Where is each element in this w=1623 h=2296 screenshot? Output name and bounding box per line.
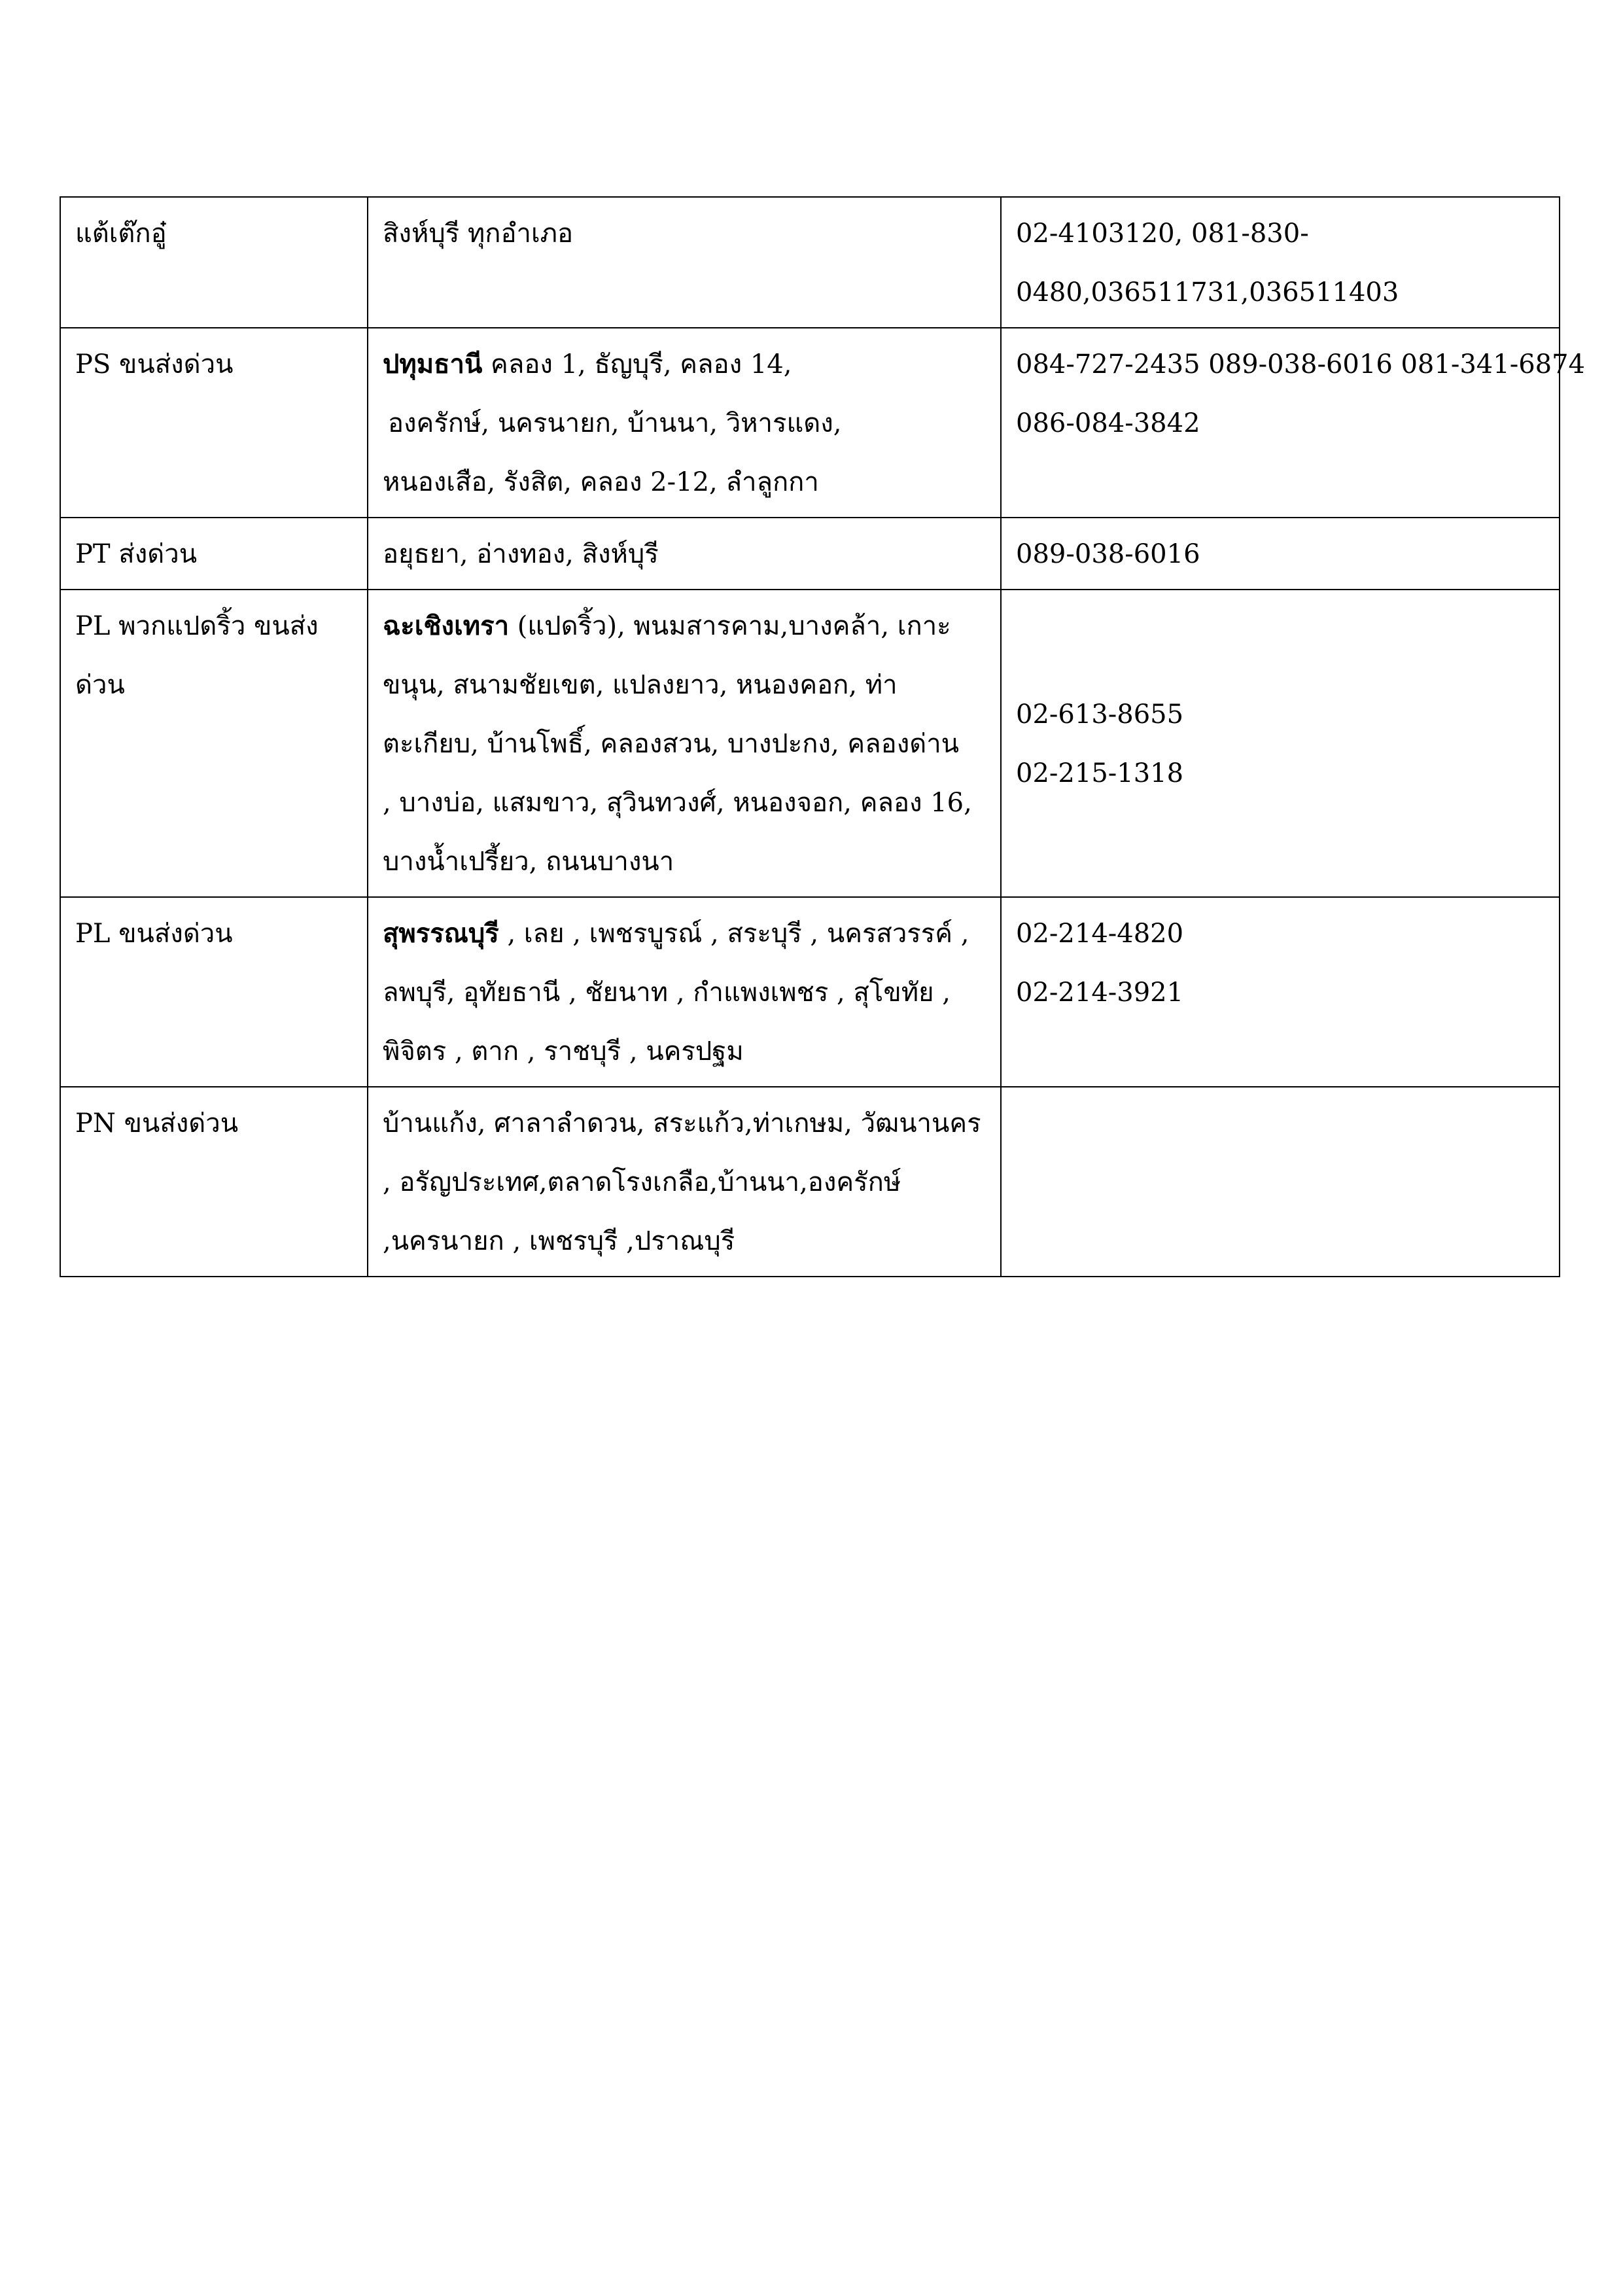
phone-line: 086-084-3842	[1016, 408, 1200, 438]
phone-cell	[1001, 590, 1560, 897]
service-area-line: องครักษ์, นครนายก, บ้านนา, วิหารแดง,	[388, 408, 842, 438]
table-row	[60, 1087, 1560, 1277]
service-area-province: สุพรรณบุรี	[383, 918, 499, 949]
phone-line: 02-613-8655	[1016, 699, 1184, 730]
phone-cell	[1001, 328, 1585, 518]
service-area-line: ขนุน, สนามชัยเขต, แปลงยาว, หนองคอก, ท่า	[383, 670, 898, 700]
service-area-cell	[368, 197, 1001, 328]
service-area-cell	[368, 897, 1001, 1087]
carrier-table	[60, 196, 1585, 1277]
service-area-line: , อรัญประเทศ,ตลาดโรงเกลือ,บ้านนา,องครักษ์	[383, 1167, 901, 1197]
service-area-province: ปทุมธานี	[383, 349, 483, 380]
carrier-name: แต้เต๊กอู๋	[75, 219, 167, 249]
table-row	[60, 518, 1560, 590]
service-area-line: ,นครนายก , เพชรบุรี ,ปราณบุรี	[383, 1226, 735, 1256]
service-area-line: บางน้ำเปรี้ยว, ถนนบางนา	[383, 847, 674, 877]
service-area-cell	[368, 1087, 1001, 1277]
table-row	[60, 328, 1560, 518]
phone-line: 0480,036511731,036511403	[1016, 277, 1399, 308]
carrier-name: PL ขนส่งด่วน	[75, 919, 233, 949]
service-area-line: ฉะเชิงเทรา (แปดริ้ว), พนมสารคาม,บางคล้า, เกาะ	[383, 610, 951, 641]
table-row	[60, 590, 1560, 897]
service-area-line: พิจิตร , ตาก , ราชบุรี , นครปฐม	[383, 1036, 744, 1067]
phone-line: 02-4103120, 081-830-	[1016, 219, 1309, 249]
service-area-line: ลพบุรี, อุทัยธานี , ชัยนาท , กำแพงเพชร , สุโขทัย ,	[383, 978, 951, 1008]
service-area-cell	[368, 328, 1001, 518]
service-area-province: ฉะเชิงเทรา	[383, 610, 510, 641]
carrier-name: PL พวกแปดริ้ว ขนส่ง	[75, 611, 319, 641]
carrier-name-cell	[60, 590, 368, 897]
carrier-name: PS ขนส่งด่วน	[75, 349, 234, 380]
service-area-line: ปทุมธานี คลอง 1, ธัญบุรี, คลอง 14,	[383, 349, 792, 380]
phone-cell	[1001, 197, 1560, 328]
carrier-name-cell	[60, 328, 368, 518]
phone-line: 089-038-6016	[1016, 539, 1200, 569]
phone-cell	[1001, 518, 1560, 590]
phone-line: 02-214-4820	[1016, 919, 1184, 949]
carrier-name-cell	[60, 518, 368, 590]
carrier-name-cell	[60, 197, 368, 328]
phone-cell	[1001, 1087, 1560, 1277]
phone-line: 02-215-1318	[1016, 758, 1184, 788]
service-area-line: บ้านแก้ง, ศาลาลำดวน, สระแก้ว,ท่าเกษม, วัฒนานคร	[383, 1108, 981, 1139]
service-area-line: สุพรรณบุรี , เลย , เพชรบูรณ์ , สระบุรี , นครสวรรค์ ,	[383, 918, 969, 949]
phone-line: 084-727-2435 089-038-6016 081-341-6874	[1016, 349, 1585, 380]
service-area-line: อยุธยา, อ่างทอง, สิงห์บุรี	[383, 539, 659, 569]
phone-line: 02-214-3921	[1016, 978, 1184, 1008]
service-area-line: , บางบ่อ, แสมขาว, สุวินทวงศ์, หนองจอก, คลอง 16,	[383, 788, 972, 818]
carrier-name: PT ส่งด่วน	[75, 539, 198, 569]
carrier-name: PN ขนส่งด่วน	[75, 1108, 239, 1139]
service-area-line: ตะเกียบ, บ้านโพธิ์, คลองสวน, บางปะกง, คลองด่าน	[383, 729, 960, 759]
table-row	[60, 197, 1560, 328]
carrier-name-cell	[60, 897, 368, 1087]
carrier-name-cell	[60, 1087, 368, 1277]
service-area-cell	[368, 590, 1001, 897]
service-area-line: หนองเสือ, รังสิต, คลอง 2-12, ลำลูกกา	[383, 467, 819, 497]
phone-cell	[1001, 897, 1560, 1087]
table-row	[60, 897, 1560, 1087]
service-area-cell	[368, 518, 1001, 590]
carrier-name: ด่วน	[75, 670, 125, 700]
service-area-line: สิงห์บุรี ทุกอำเภอ	[383, 219, 574, 249]
